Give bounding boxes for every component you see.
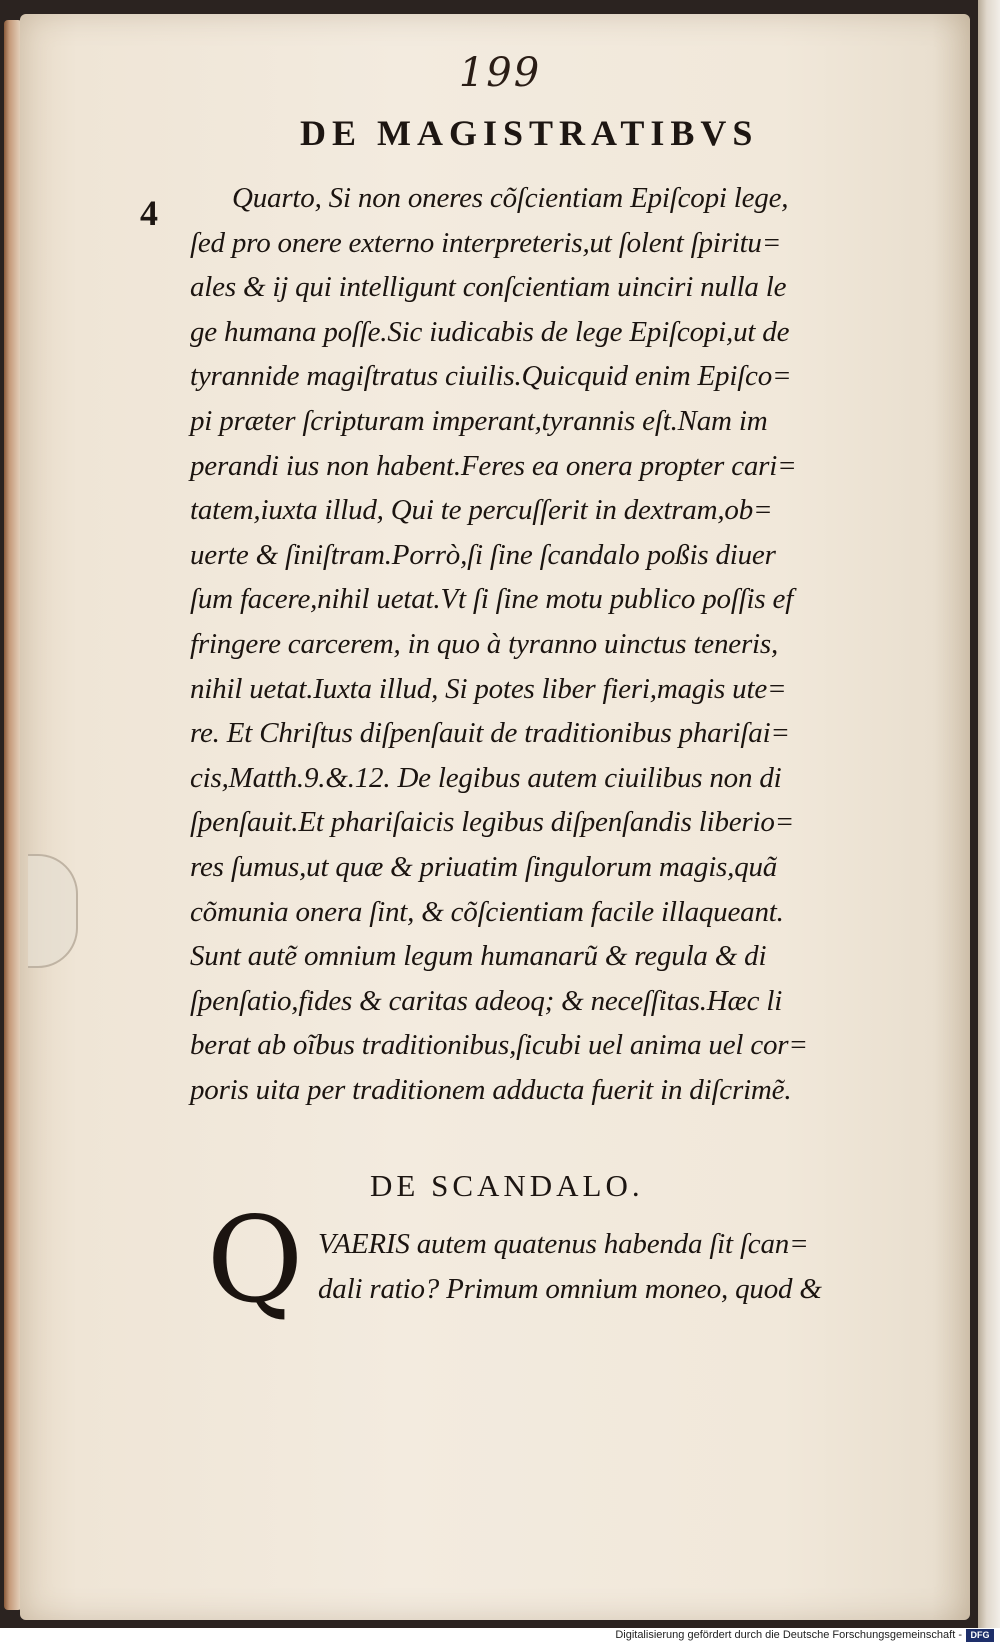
text-line: ſpenſauit.Et phariſaicis legibus diſpenſandis liberio= [190,806,795,839]
text-line: dali ratio? Primum omnium moneo, quod & [318,1272,822,1305]
text-line: tatem,iuxta illud, Qui te percuſſerit in dextram,ob= [190,494,773,527]
running-head: DE MAGISTRATIBVS [300,113,759,153]
text-line: res ſumus,ut quæ & priuatim ſingulorum magis,quã [190,850,778,883]
text-line: Quarto, Si non oneres cõſcientiam Epiſcopi lege, [232,182,789,214]
text-line: ſum facere,nihil uetat.Vt ſi ſine motu publico poſſis ef [190,583,794,616]
text-line: ſpenſatio,fides & caritas adeoq; & neceſſitas.Hæc li [190,984,783,1017]
dfg-logo: DFG [966,1629,994,1642]
text-line: ales & ij qui intelligunt conſcientiam uinciri nulla le [190,271,787,304]
text-line: nihil uetat.Iuxta illud, Si potes liber fieri,magis ute= [190,672,787,705]
margin-number: 4 [140,193,158,233]
paragraph-scandalo [318,1222,888,1311]
paragraph-quarto [190,176,880,1112]
text-line: poris uita per traditionem adducta fuerit in diſcrimẽ. [190,1073,792,1106]
text-line: berat ab oĩbus traditionibus,ſicubi uel anima uel cor= [190,1029,808,1062]
text-line: cis,Matth.9.&.12. De legibus autem ciuilibus non di [190,761,782,794]
drop-cap-initial: Q [206,1191,304,1329]
text-line: re. Et Chriſtus diſpenſauit de traditionibus phariſai= [190,717,790,750]
text-line: Sunt autẽ omnium legum humanarũ & regula & di [190,940,767,973]
right-page-edge [978,0,1000,1628]
text-line: perandi ius non habent.Feres ea onera propter cari= [190,449,797,482]
funding-credit: Digitalisierung gefördert durch die Deutsche Forschungsgemeinschaft - [615,1629,962,1641]
text-line: fringere carcerem, in quo à tyranno uinctus teneris, [190,627,779,660]
page-tab-marker [28,854,78,968]
text-line: ge humana poſſe.Sic iudicabis de lege Epiſcopi,ut de [190,315,790,348]
text-line: tyrannide magiſtratus ciuilis.Quicquid enim Epiſco= [190,360,792,393]
text-line: VAERIS autem quatenus habenda ſit ſcan= [318,1228,809,1260]
folio-number: 199 [458,50,542,96]
text-line: cõmunia onera ſint, & cõſcientiam facile illaqueant. [190,895,784,928]
footer-bar [0,1628,1000,1645]
text-line: pi præter ſcripturam imperant,tyrannis eſt.Nam im [190,404,768,437]
text-line: uerte & ſiniſtram.Porrò,ſi ſine ſcandalo poßis diuer [190,538,776,571]
section-heading: DE SCANDALO. [370,1168,644,1203]
text-line: ſed pro onere externo interpreteris,ut ſolent ſpiritu= [190,226,782,259]
